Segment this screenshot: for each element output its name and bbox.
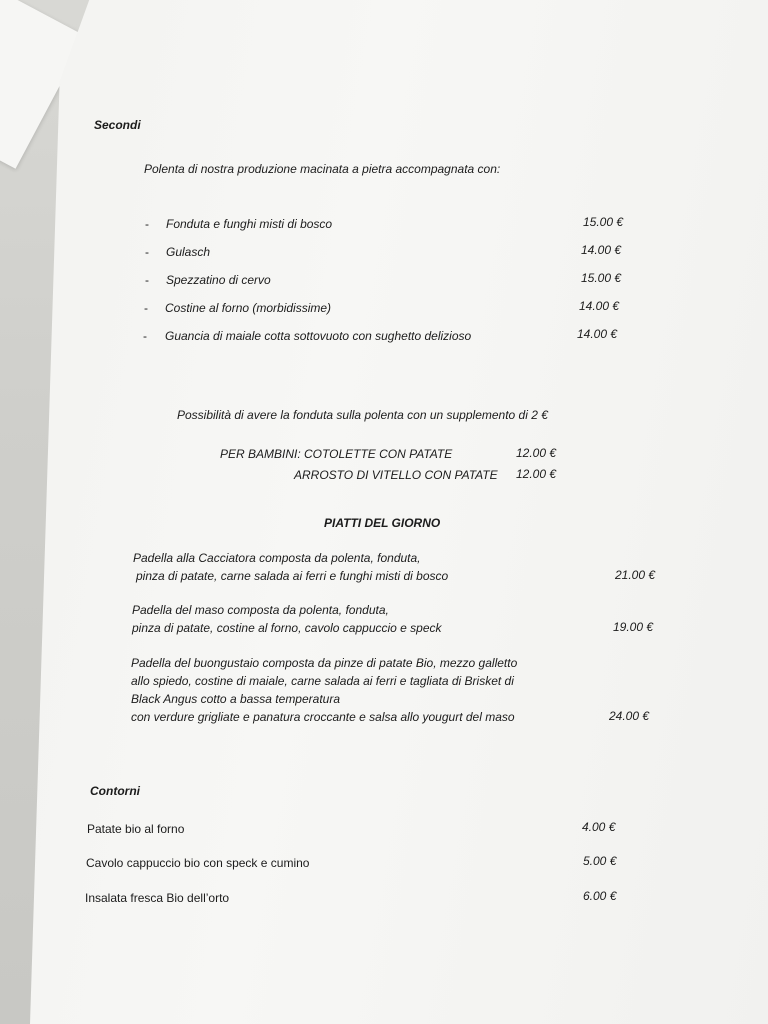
secondi-item-name: Guancia di maiale cotta sottovuoto con sughetto delizioso [165,329,472,343]
fonduta-supplement-note: Possibilità di avere la fonduta sulla polenta con un supplemento di 2 € [177,408,548,422]
kids-menu-price-2: 12.00 € [516,467,557,481]
kids-menu-price-1: 12.00 € [516,446,557,460]
list-bullet: - [145,217,149,231]
section-heading-secondi: Secondi [94,118,141,132]
piatti-item-line: Padella del maso composta da polenta, fonduta, [132,603,389,617]
contorni-item-price: 5.00 € [583,854,617,868]
list-bullet: - [145,245,149,259]
secondi-item-price: 14.00 € [579,299,620,313]
piatti-item-line: Padella alla Cacciatora composta da polenta, fonduta, [133,551,421,565]
secondi-item-name: Spezzatino di cervo [166,273,271,287]
secondi-intro: Polenta di nostra produzione macinata a pietra accompagnata con: [144,162,501,176]
section-heading-contorni: Contorni [90,784,140,798]
piatti-item-price: 24.00 € [609,709,650,723]
menu-sheet [30,0,768,1024]
list-bullet: - [144,301,148,315]
contorni-item-price: 4.00 € [582,820,616,834]
kids-menu-line-1: PER BAMBINI: COTOLETTE CON PATATE [220,447,453,461]
piatti-item-price: 21.00 € [615,568,656,582]
secondi-item-price: 14.00 € [577,327,618,341]
piatti-item-line: allo spiedo, costine di maiale, carne salada ai ferri e tagliata di Brisket di [131,674,514,688]
secondi-item-name: Costine al forno (morbidissime) [165,301,332,315]
piatti-item-line: pinza di patate, carne salada ai ferri e funghi misti di bosco [136,569,449,583]
list-bullet: - [145,273,149,287]
kids-menu-line-2: ARROSTO DI VITELLO CON PATATE [294,468,498,482]
piatti-item-price: 19.00 € [613,620,654,634]
contorni-item-name: Insalata fresca Bio dell’orto [85,891,230,905]
contorni-item-price: 6.00 € [583,889,617,903]
secondi-item-name: Gulasch [166,245,211,259]
secondi-item-price: 15.00 € [583,215,624,229]
section-heading-piatti-del-giorno: PIATTI DEL GIORNO [324,516,441,530]
secondi-item-name: Fonduta e funghi misti di bosco [166,217,333,231]
secondi-item-price: 15.00 € [581,271,622,285]
piatti-item-line: Padella del buongustaio composta da pinze di patate Bio, mezzo galletto [131,656,518,670]
contorni-item-name: Patate bio al forno [87,822,185,836]
piatti-item-line: con verdure grigliate e panatura croccante e salsa allo yougurt del maso [131,710,515,724]
contorni-item-name: Cavolo cappuccio bio con speck e cumino [86,856,310,870]
list-bullet: - [143,329,147,343]
piatti-item-line: pinza di patate, costine al forno, cavolo cappuccio e speck [132,621,442,635]
secondi-item-price: 14.00 € [581,243,622,257]
piatti-item-line: Black Angus cotto a bassa temperatura [131,692,341,706]
